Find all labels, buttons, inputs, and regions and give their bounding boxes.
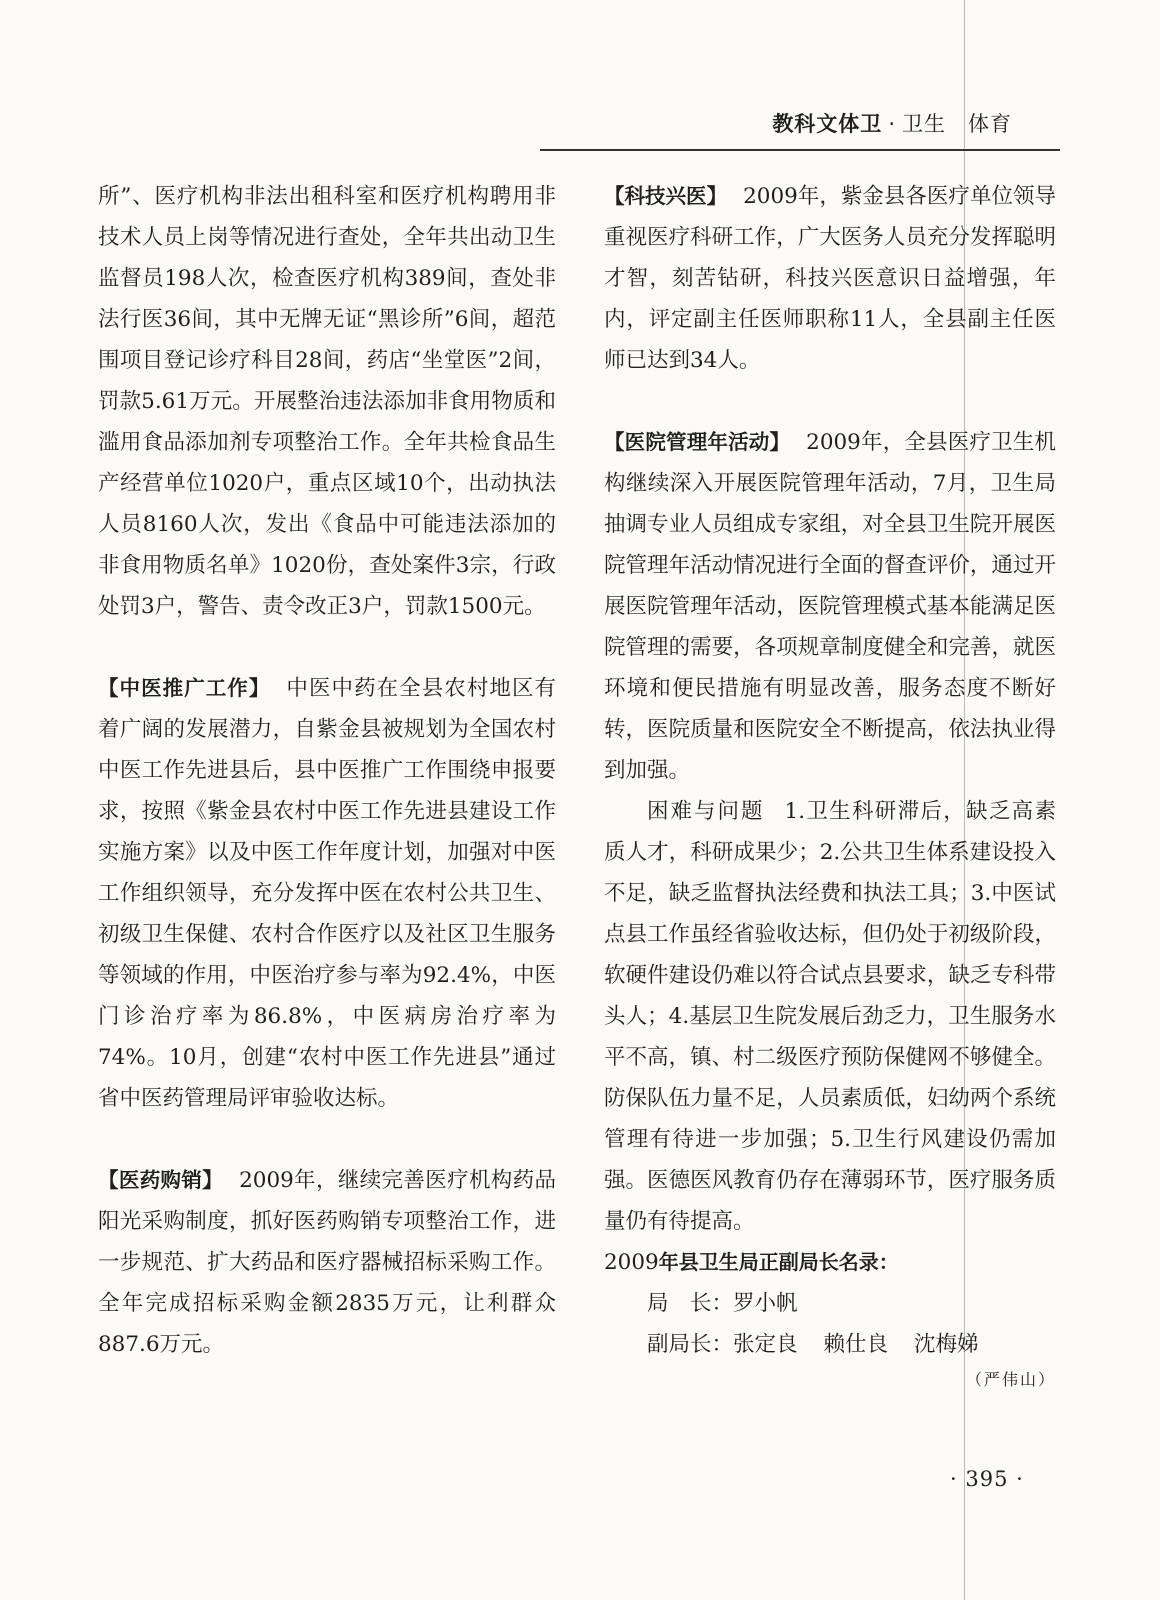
director-label: 局 长： bbox=[647, 1291, 734, 1316]
running-head-separator: · bbox=[888, 112, 896, 136]
tcm-section-title: 【中医推广工作】 bbox=[98, 676, 271, 700]
namelist-heading bbox=[604, 1242, 1056, 1283]
science-section bbox=[604, 176, 1056, 381]
science-section-title: 【科技兴医】 bbox=[604, 184, 728, 208]
right-column bbox=[604, 176, 1056, 1395]
pharma-section-body: 2009年，继续完善医疗机构药品阳光采购制度，抓好医药购销专项整治工作，进一步规范、扩大药品和医疗器械招标采购工作。全年完成招标采购金额2835万元，让利群众887.6万元。 bbox=[98, 1168, 556, 1357]
deputy-label: 副局长： bbox=[647, 1332, 734, 1357]
running-head-subsection: 卫生 体育 bbox=[902, 112, 1012, 136]
director-name: 罗小帆 bbox=[733, 1291, 798, 1316]
running-head bbox=[772, 108, 1012, 138]
left-column bbox=[98, 176, 556, 1365]
problems-section bbox=[604, 791, 1056, 1242]
problems-label: 困难与问题 bbox=[647, 799, 765, 824]
running-head-section: 教科文体卫 bbox=[772, 112, 883, 136]
management-section-body: 2009年，全县医疗卫生机构继续深入开展医院管理年活动，7月，卫生局抽调专业人员组成专家组，对全县卫生院开展医院管理年活动情况进行全面的督查评价，通过开展医院管理年活动，医院管理模式基本能满足医院管理的需要，各项规章制度健全和完善，就医环境和便民措施有明显改善，服务态度不断好转，医院质量和医院安全不断提高，依法执业得到加强。 bbox=[604, 430, 1056, 783]
food-safety-paragraph: 所”、医疗机构非法出租科室和医疗机构聘用非技术人员上岗等情况进行查处，全年共出动卫生监督员198人次，检查医疗机构389间，查处非法行医36间，其中无牌无证“黑诊所”6间，超范围项目登记诊疗科目28间，药店“坐堂医”2间，罚款5.61万元。开展整治违法添加非食用物质和滥用食品添加剂专项整治工作。全年共检食品生产经营单位1020户，重点区域10个，出动执法人员8160人次，发出《食品中可能违法添加的非食用物质名单》1020份，查处案件3宗，行政处罚3户，警告、责令改正3户，罚款1500元。 bbox=[98, 184, 556, 619]
science-section-body: 2009年，紫金县各医疗单位领导重视医疗科研工作，广大医务人员充分发挥聪明才智，刻苦钻研，科技兴医意识日益增强，年内，评定副主任医师职称11人，全县副主任医师已达到34人。 bbox=[604, 184, 1056, 373]
deputy-name: 张定良 bbox=[733, 1332, 798, 1357]
deputy-name: 赖仕良 bbox=[823, 1332, 889, 1357]
management-section bbox=[604, 422, 1056, 791]
pharma-section bbox=[98, 1160, 556, 1365]
author-credit: （严伟山） bbox=[965, 1370, 1056, 1389]
deputy-name: 沈梅娣 bbox=[914, 1332, 979, 1357]
deputy-names bbox=[733, 1332, 979, 1357]
management-section-title: 【医院管理年活动】 bbox=[604, 430, 791, 454]
problems-body: 1.卫生科研滞后，缺乏高素质人才，科研成果少；2.公共卫生体系建设投入不足，缺乏监督执法经费和执法工具；3.中医试点县工作虽经省验收达标，但仍处于初级阶段，软硬件建设仍难以符合试点县要求，缺乏专科带头人；4.基层卫生院发展后劲乏力，卫生服务水平不高，镇、村二级医疗预防保健网不够健全。防保队伍力量不足，人员素质低，妇幼两个系统管理有待进一步加强；5.卫生行风建设仍需加强。医德医风教育仍存在薄弱环节，医疗服务质量仍有待提高。 bbox=[604, 799, 1056, 1234]
scan-artifact-line bbox=[964, 0, 965, 1600]
namelist-year: 2009 bbox=[604, 1250, 659, 1275]
deputy-row bbox=[604, 1324, 1056, 1365]
namelist-title: 年县卫生局正副局长名录： bbox=[658, 1250, 899, 1274]
header-rule bbox=[540, 149, 1060, 151]
tcm-section-body: 中医中药在全县农村地区有着广阔的发展潜力，自紫金县被规划为全国农村中医工作先进县后，县中医推广工作围绕申报要求，按照《紫金县农村中医工作先进县建设工作实施方案》以及中医工作年度计划，加强对中医工作组织领导，充分发挥中医在农村公共卫生、初级卫生保健、农村合作医疗以及社区卫生服务等领域的作用，中医治疗参与率为92.4%，中医门诊治疗率为86.8%，中医病房治疗率为74%。10月，创建“农村中医工作先进县”通过省中医药管理局评审验收达标。 bbox=[98, 676, 556, 1111]
pharma-section-title: 【医药购销】 bbox=[98, 1168, 224, 1192]
page-number: · 395 · bbox=[950, 1467, 1024, 1491]
tcm-section bbox=[98, 668, 556, 1119]
director-row bbox=[604, 1283, 1056, 1324]
